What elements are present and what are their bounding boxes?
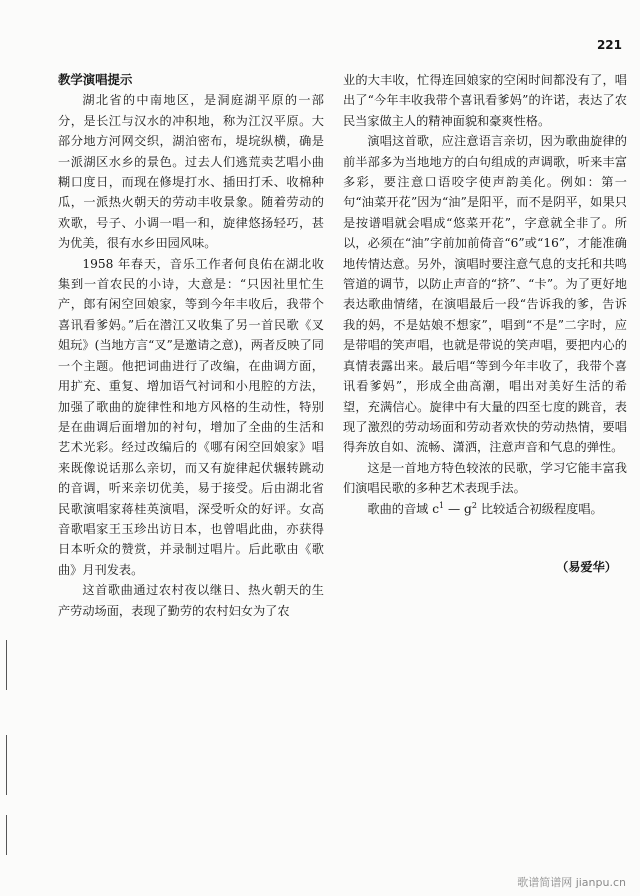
scan-edge-line xyxy=(6,640,7,690)
right-paragraph-1: 业的大丰收，忙得连回娘家的空闲时间都没有了，唱出了“今年丰收我带个喜讯看爹妈”的许诺，表达了农民当家做主人的精神面貌和豪爽性格。 xyxy=(343,73,627,128)
page-number: 221 xyxy=(596,38,622,52)
range-sup-2: 2 xyxy=(471,500,477,510)
author-name: （易爱华） xyxy=(556,559,617,574)
right-paragraph-3: 这是一首地方特色较浓的民歌，学习它能丰富我们演唱民歌的多种艺术表现手法。 xyxy=(343,460,627,496)
right-column xyxy=(343,70,627,577)
section-heading: 教学演唱提示 xyxy=(58,72,133,87)
range-prefix: 歌曲的音域 c xyxy=(367,501,440,516)
scan-edge-line xyxy=(6,815,7,855)
range-mid: — g xyxy=(444,501,472,516)
watermark: 歌谱简谱网 jianpu.cn xyxy=(517,876,626,889)
scan-edge-line xyxy=(6,735,7,795)
left-paragraph-2: 1958 年春天，音乐工作者何良佑在湖北收集到一首农民的小诗，大意是：“只因社里忙生产，郎有闲空回娘家，等到今年丰收后，我带个喜讯看爹妈。”后在潜江又收集了另一首民歌《叉姐玩》(当地方言“叉”是邀请之意)，两者反映了同一个主题。他把词曲进行了改编，在曲调方面，用扩充、重复、增加语气衬词和小甩腔的方法，加强了歌曲的旋律性和地方风格的生动性，特别是在曲调后面增加的衬句，增加了全曲的生活和艺术光彩。经过改编后的《哪有闲空回娘家》唱来既像说话那么亲切，而又有旋律起伏辗转跳动的音调，听来亲切优美，易于接受。后由湖北省民歌演唱家蒋桂英演唱，深受听众的好评。女高音歌唱家王玉珍出访日本，也曾唱此曲，亦获得日本听众的赞赏，并录制过唱片。后此歌由《歌曲》月刊发表。 xyxy=(58,256,324,577)
range-note xyxy=(343,499,627,519)
range-sup-1: 1 xyxy=(439,500,445,510)
range-suffix: 比较适合初级程度唱。 xyxy=(476,501,603,516)
right-paragraph-2: 演唱这首歌，应注意语言亲切，因为歌曲旋律的前半部多为当地地方的白句组成的声调歌，听来丰富多彩，要注意口语咬字使声韵美化。例如：第一句“油菜开花”因为“油”是阳平，而不是阴平，如果只是按谱唱就会唱成“悠菜开花”，字意就全非了。所以，必须在“油”字前加前倚音“6”或“16”，才能准确地传情达意。另外，演唱时要注意气息的支托和共鸣管道的调节，以防止声音的“挤”、“卡”。为了更好地表达歌曲情绪，在演唱最后一段“告诉我的爹，告诉我的妈，不是姑娘不想家”，唱到“不是”二字时，应是带唱的笑声唱，也就是带说的笑声唱，要把内心的真情表露出来。最后唱“等到今年丰收了，我带个喜讯看爹妈”，形成全曲高潮，唱出对美好生活的希望，充满信心。旋律中有大量的四至七度的跳音，表现了激烈的劳动场面和劳动者欢快的劳动热情，要唱得奔放自如、流畅、潇洒，注意声音和气息的弹性。 xyxy=(343,134,627,455)
left-paragraph-1: 湖北省的中南地区，是洞庭湖平原的一部分，是长江与汉水的冲积地，称为江汉平原。大部分地方河网交织，湖泊密布，堤垸纵横，确是一派湖区水乡的景色。过去人们逃荒卖艺唱小曲糊口度日，而现在修堤打水、插田打禾、收棉种瓜，一派热火朝天的劳动丰收景象。随着劳动的欢歌，号子、小调一唱一和，旋律悠扬轻巧，甚为优美，很有水乡田园风味。 xyxy=(58,93,324,251)
left-paragraph-3: 这首歌曲通过农村夜以继日、热火朝天的生产劳动场面，表现了勤劳的农村妇女为了农 xyxy=(58,583,324,618)
left-column xyxy=(58,70,324,621)
